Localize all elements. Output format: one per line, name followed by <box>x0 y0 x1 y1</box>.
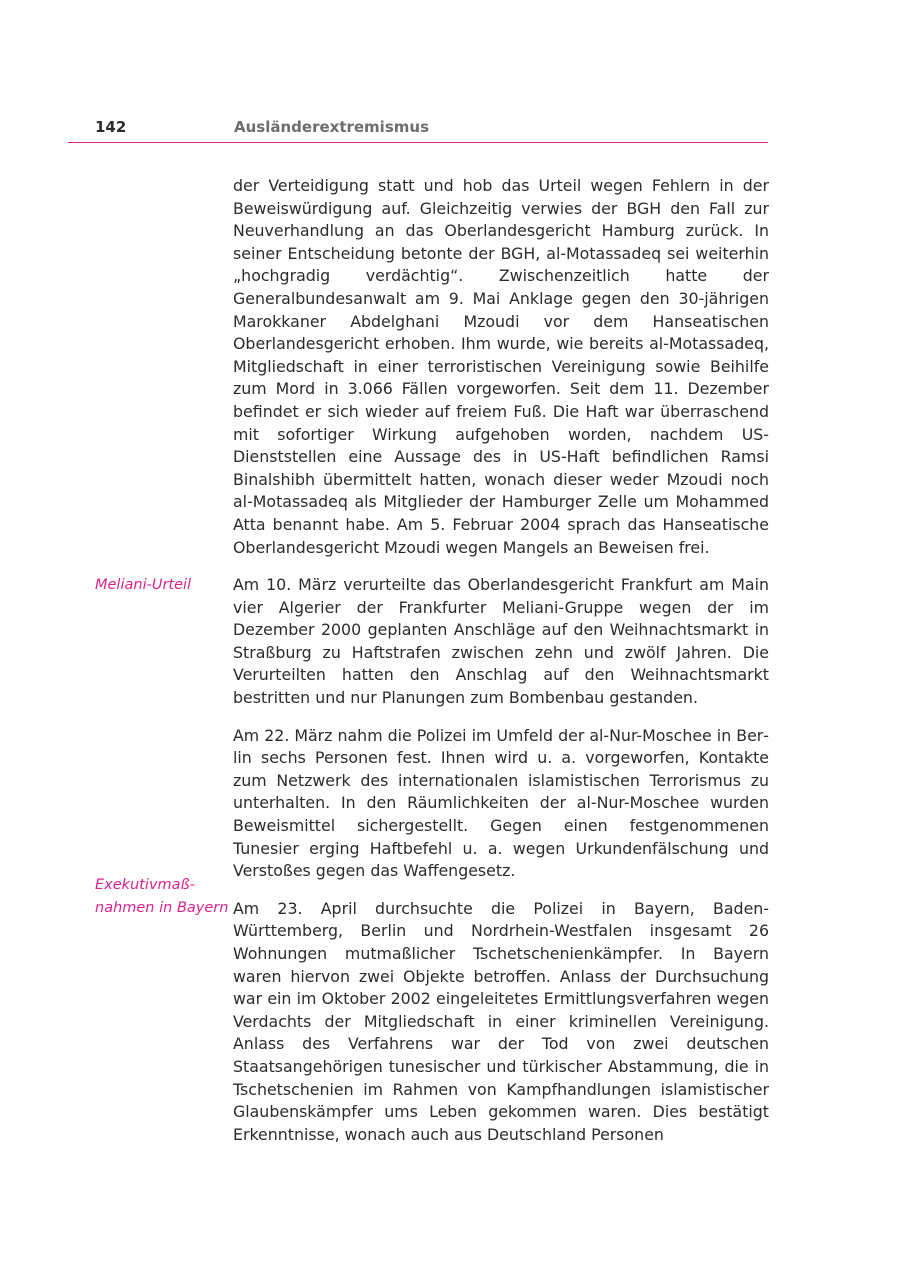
paragraph-meliani-urteil: Am 10. März verurteilte das Oberlandesgericht Frankfurt am Main vier Algerier der Frankfurter Meliani-Gruppe wegen der im Dezember 2000 geplanten Anschläge auf den Weihnachtsmarkt in Straßburg zu Haftstrafen zwischen zehn und zwölf Jahren. Die Verurteilten hatten den Anschlag auf den Weihnachtsmarkt bestritten und nur Planungen zum Bombenbau gestanden. <box>233 575 769 708</box>
header-rule <box>68 142 768 143</box>
paragraph-al-nur-moschee: Am 22. März nahm die Polizei im Umfeld der al-Nur-Moschee in Berlin sechs Personen fest. Ihnen wird u. a. vorgeworfen, Kontakte zum Netzwerk des internationalen islamistischen Terrorismus zu unterhalten. In den Räumlichkeiten der al-Nur-Moschee wurden Beweismittel sichergestellt. Gegen einen festgenommenen Tunesier erging Haftbefehl u. a. wegen Urkundenfälschung und Verstoßes gegen das Waffengesetz. <box>233 725 769 881</box>
paragraph-exekutivmassnahmen: Am 23. April durchsuchte die Polizei in Bayern, Baden-Württemberg, Berlin und Nordrhein-Westfalen insgesamt 26 Wohnungen mutmaßlicher Tschetschenienkämpfer. In Bayern waren hiervon zwei Objekte betroffen. Anlass der Durchsuchung war ein im Oktober 2002 eingeleitetes Ermittlungsverfahren wegen Verdachts der Mitgliedschaft in einer kriminellen Vereinigung. Anlass des Verfahrens war der Tod von zwei deutschen Staatsangehörigen tunesischer und türkischer Abstammung, die in Tschetschenien im Rahmen von Kampfhandlungen islamistischer Glaubenskämpfer ums Leben gekommen waren. Dies bestätigt Erkenntnisse, wonach auch aus Deutschland Personen <box>233 898 769 1144</box>
margin-note-exekutivmassnahmen <box>95 874 230 919</box>
margin-note-line: nahmen in Bayern <box>95 899 229 916</box>
margin-note-line: Exekutivmaß- <box>95 877 195 893</box>
page-number: 142 <box>95 118 127 136</box>
paragraph-continuation: der Verteidigung statt und hob das Urteil wegen Fehlern in der Beweiswürdigung auf. Gleichzeitig verwies der BGH den Fall zur Neuverhandlung an das Oberlandesgericht Hamburg zurück. In seiner Entscheidung betonte der BGH, al-Motassadeq sei weiterhin „hochgradig verdächtig“. Zwischenzeitlich hatte der Generalbundesanwalt am 9. Mai Anklage gegen den 30-jährigen Marokkaner Abdelghani Mzoudi vor dem Hanseatischen Oberlandesgericht erhoben. Ihm wurde, wie bereits al-Motassadeq, Mitgliedschaft in einer terroristischen Vereinigung sowie Beihilfe zum Mord in 3.066 Fällen vorgeworfen. Seit dem 11. Dezember befindet er sich wieder auf freiem Fuß. Die Haft war überraschend mit sofortiger Wirkung aufgehoben worden, nachdem US-Dienststellen eine Aussage des in US-Haft befindlichen Ramsi Binalshibh übermittelt hatten, wonach dieser weder Mzoudi noch al-Motassadeq als Mitglieder der Hamburger Zelle um Mohammed Atta benannt habe. Am 5. Februar 2004 sprach das Hanseatische Oberlandesgericht Mzoudi wegen Mangels an Beweisen frei. <box>233 176 769 557</box>
margin-note-meliani-urteil <box>95 574 230 597</box>
body-text <box>233 175 769 1161</box>
running-title: Ausländerextremismus <box>234 118 429 136</box>
margin-note-text: Meliani-Urteil <box>95 577 192 593</box>
running-header <box>68 116 768 142</box>
